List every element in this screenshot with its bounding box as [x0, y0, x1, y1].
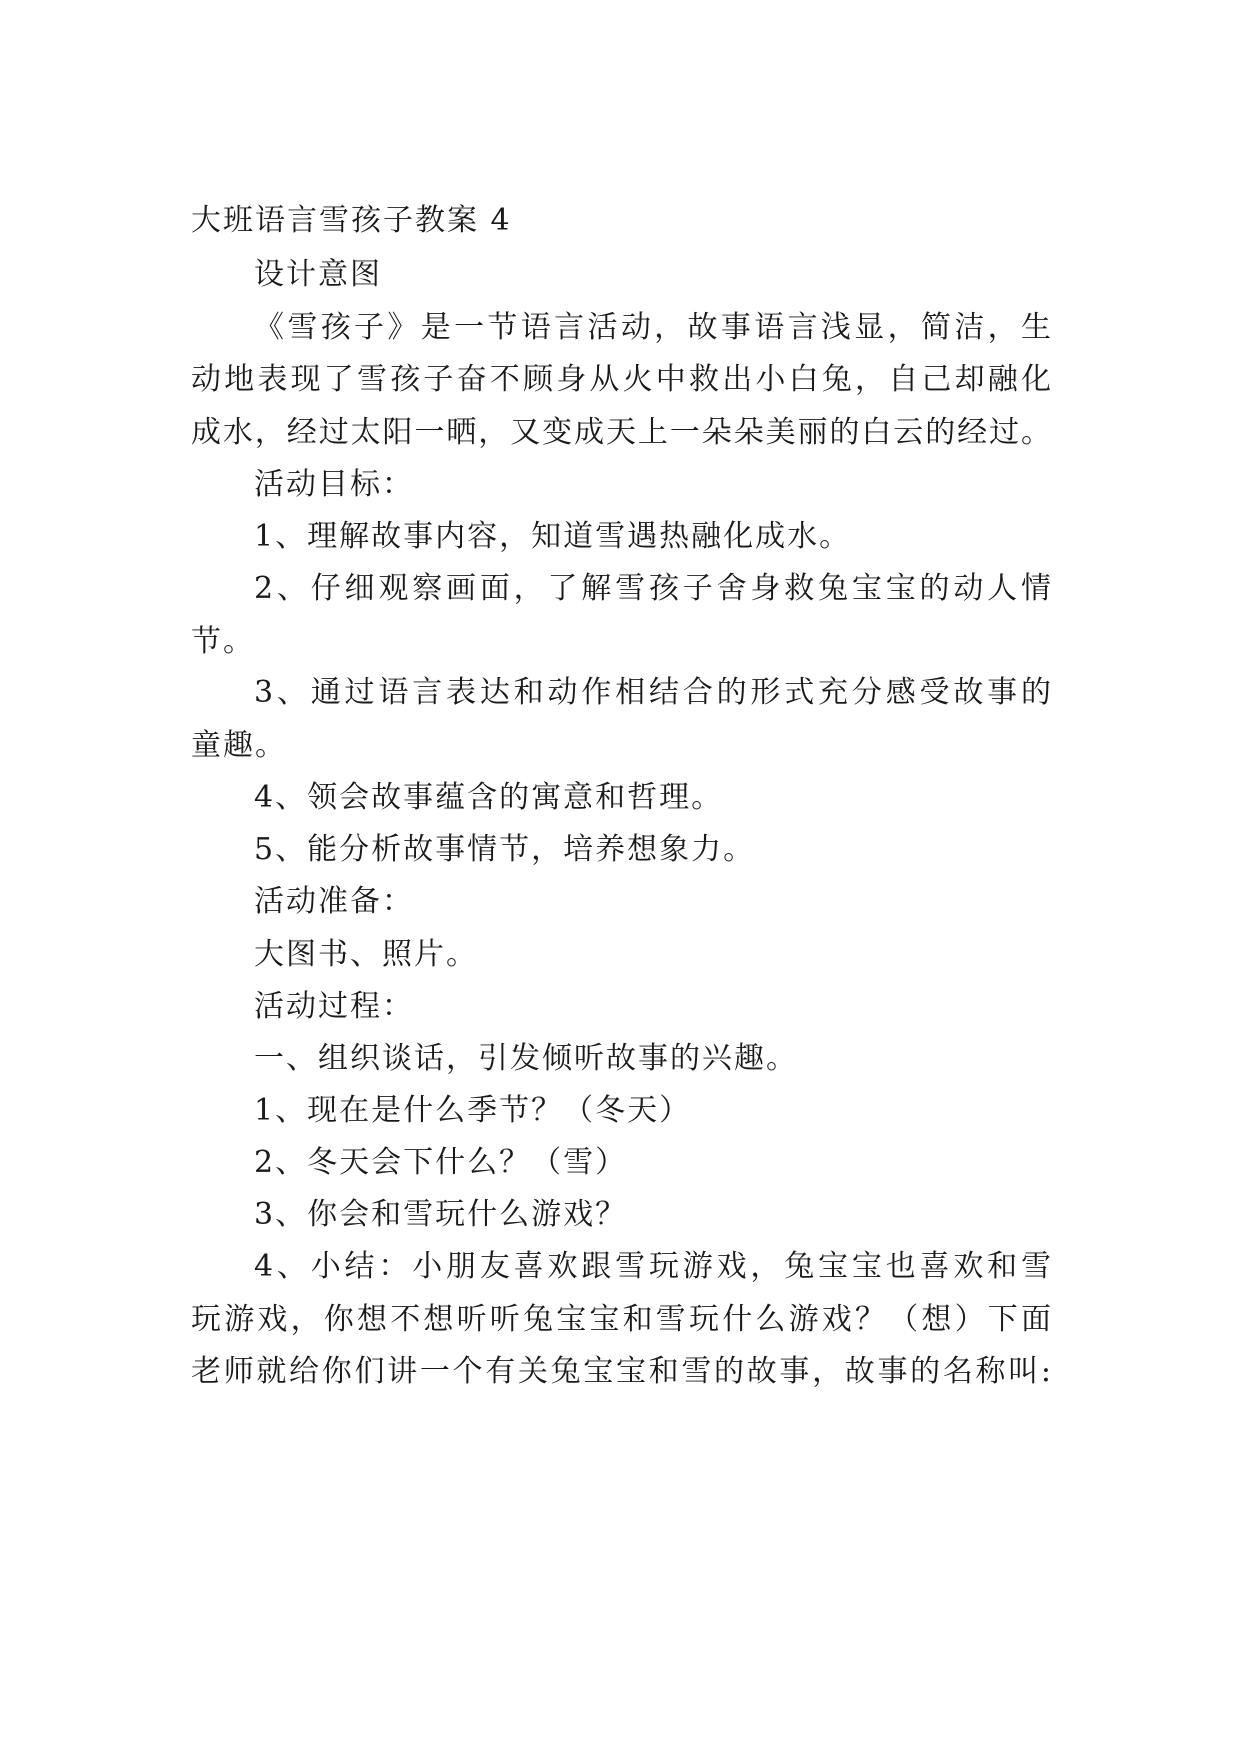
list-item-continuation: 童趣。	[191, 728, 287, 763]
list-item: 1、现在是什么季节？（冬天）	[254, 1093, 692, 1128]
heading-activity-preparation: 活动准备：	[254, 884, 414, 919]
heading-activity-process: 活动过程：	[254, 989, 414, 1024]
document-title: 大班语言雪孩子教案 4	[191, 203, 512, 238]
list-item: 2、冬天会下什么？（雪）	[254, 1145, 628, 1180]
list-item: 3、通过语言表达和动作相结合的形式充分感受故事的	[254, 675, 1051, 710]
list-item: 4、领会故事蕴含的寓意和哲理。	[254, 780, 724, 815]
list-item: 2、仔细观察画面，了解雪孩子舍身救兔宝宝的动人情	[254, 571, 1051, 606]
paragraph-line: 成水，经过太阳一晒，又变成天上一朵朵美丽的白云的经过。	[191, 415, 1051, 450]
paragraph-line: 大图书、照片。	[254, 937, 478, 972]
list-item-continuation: 老师就给你们讲一个有关兔宝宝和雪的故事，故事的名称叫:	[191, 1354, 1051, 1389]
list-item: 4、小结：小朋友喜欢跟雪玩游戏，兔宝宝也喜欢和雪	[254, 1249, 1051, 1284]
paragraph-line: 动地表现了雪孩子奋不顾身从火中救出小白兔，自己却融化	[191, 362, 1051, 397]
list-item: 3、你会和雪玩什么游戏？	[254, 1197, 628, 1232]
section-heading: 一、组织谈话，引发倾听故事的兴趣。	[254, 1041, 798, 1076]
list-item-continuation: 玩游戏，你想不想听听兔宝宝和雪玩什么游戏？（想）下面	[191, 1302, 1051, 1337]
list-item: 5、能分析故事情节，培养想象力。	[254, 832, 756, 867]
heading-design-intent: 设计意图	[254, 257, 382, 292]
heading-activity-goals: 活动目标：	[254, 467, 414, 502]
paragraph-line: 《雪孩子》是一节语言活动，故事语言浅显，简洁，生	[254, 310, 1051, 345]
list-item-continuation: 节。	[191, 624, 255, 659]
list-item: 1、理解故事内容，知道雪遇热融化成水。	[254, 519, 852, 554]
